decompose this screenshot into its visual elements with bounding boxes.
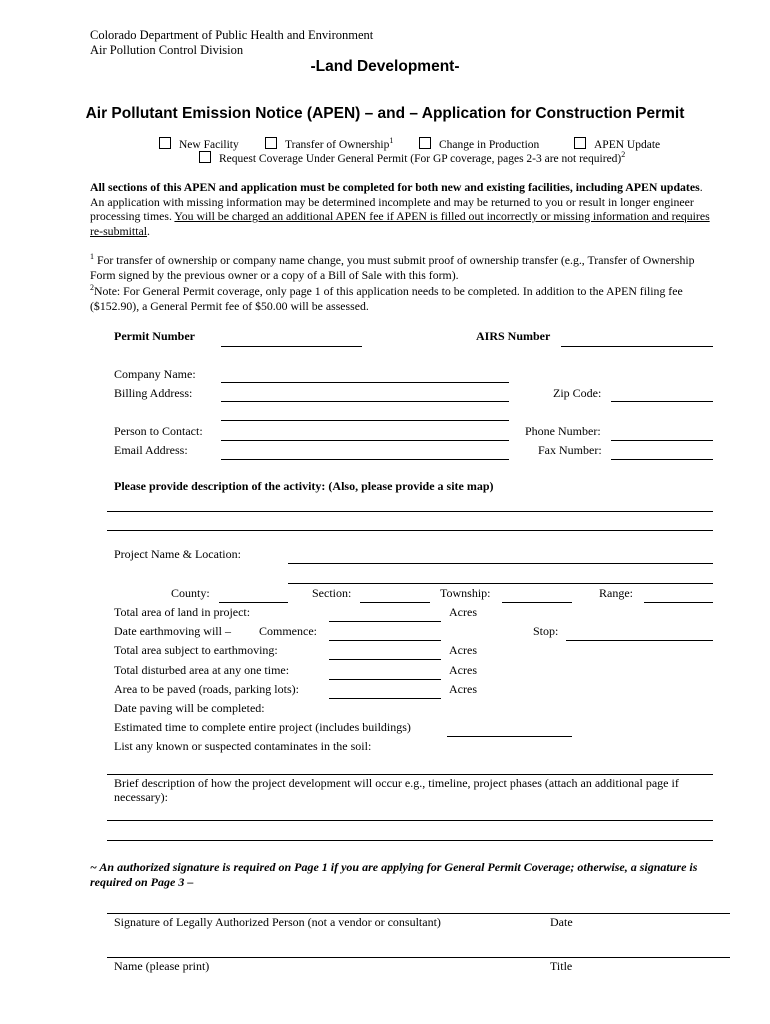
area-earthmoving-field[interactable]: [329, 659, 441, 660]
total-area-label: Total area of land in project:: [114, 605, 251, 619]
option-label: Request Coverage Under General Permit (For GP coverage, pages 2-3 are not required): [219, 153, 622, 165]
airs-number-field[interactable]: [561, 346, 713, 347]
signature-label: Signature of Legally Authorized Person (not a vendor or consultant): [114, 915, 441, 929]
instructions-bold: All sections of this APEN and application must be completed for both new and existing facilities, including APEN updates: [90, 180, 700, 194]
checkbox-icon[interactable]: [159, 137, 171, 149]
range-field[interactable]: [644, 602, 713, 603]
township-field[interactable]: [502, 602, 572, 603]
date-earthmoving-label: Date earthmoving will –: [114, 624, 231, 638]
zip-code-field[interactable]: [611, 401, 713, 402]
date-paving-label: Date paving will be completed:: [114, 701, 265, 715]
email-address-label: Email Address:: [114, 443, 188, 457]
instructions-paragraph: [90, 180, 715, 238]
title-label: Title: [550, 959, 573, 973]
acres-unit: Acres: [449, 682, 477, 696]
zip-code-label: Zip Code:: [553, 386, 602, 400]
stop-label: Stop:: [533, 624, 559, 638]
permit-number-label: Permit Number: [114, 329, 195, 343]
estimated-time-field[interactable]: [447, 736, 572, 737]
footnote-1: [90, 253, 715, 282]
signature-field[interactable]: [107, 913, 730, 914]
total-area-field[interactable]: [329, 621, 441, 622]
brief-description-label: Brief description of how the project development will occur e.g., timeline, project phases (attach an additional page if necessary):: [114, 776, 679, 804]
checkbox-icon[interactable]: [199, 151, 211, 163]
contaminants-field[interactable]: [107, 774, 713, 775]
instructions-underlined: You will be charged an additional APEN fee if APEN is filled out incorrectly or missing information and requires re-submittal: [90, 209, 710, 238]
option-label: New Facility: [179, 139, 239, 151]
form-title: Air Pollutant Emission Notice (APEN) – and – Application for Construction Permit: [85, 105, 685, 122]
project-name-location-field-2[interactable]: [288, 583, 713, 584]
footnote-ref: 1: [389, 136, 394, 146]
fax-number-label: Fax Number:: [538, 443, 602, 457]
permit-number-field[interactable]: [221, 346, 362, 347]
footnote-ref: 2: [621, 150, 626, 160]
project-name-location-field[interactable]: [288, 563, 713, 564]
activity-description-label: Please provide description of the activity: (Also, please provide a site map): [114, 479, 494, 493]
contaminants-label: List any known or suspected contaminates in the soil:: [114, 739, 372, 753]
person-contact-label: Person to Contact:: [114, 424, 203, 438]
footnote-text: Note: For General Permit coverage, only page 1 of this application needs to be completed. In addition to the APEN filing fee ($152.90), a General Permit fee of $50.00 will be assessed.: [90, 284, 683, 313]
section-field[interactable]: [360, 602, 430, 603]
paved-area-label: Area to be paved (roads, parking lots):: [114, 682, 299, 696]
fax-number-field[interactable]: [611, 459, 713, 460]
option-apen-update[interactable]: [574, 137, 660, 151]
acres-unit: Acres: [449, 643, 477, 657]
name-label: Name (please print): [114, 959, 210, 973]
billing-address-field[interactable]: [221, 401, 509, 402]
stop-field[interactable]: [566, 640, 713, 641]
company-name-field[interactable]: [221, 382, 509, 383]
brief-description-line1[interactable]: [107, 820, 713, 821]
acres-unit: Acres: [449, 605, 477, 619]
option-transfer-ownership[interactable]: [265, 137, 393, 151]
brief-description-line2[interactable]: [107, 840, 713, 841]
agency-name: Colorado Department of Public Health and Environment: [90, 28, 374, 42]
phone-number-label: Phone Number:: [525, 424, 601, 438]
township-label: Township:: [440, 586, 491, 600]
footnote-text: For transfer of ownership or company name change, you must submit proof of ownership transfer (e.g., Transfer of Ownership Form signed by the previous owner or a copy of a Bill of Sale with this form).: [90, 253, 695, 282]
email-address-field[interactable]: [221, 459, 509, 460]
estimated-time-label: Estimated time to complete entire project (includes buildings): [114, 720, 411, 734]
phone-number-field[interactable]: [611, 440, 713, 441]
checkbox-icon[interactable]: [574, 137, 586, 149]
name-field[interactable]: [107, 957, 730, 958]
range-label: Range:: [599, 586, 633, 600]
option-label: Change in Production: [439, 139, 540, 151]
commence-field[interactable]: [329, 640, 441, 641]
footnote-2: [90, 284, 715, 313]
option-label: Transfer of Ownership: [285, 139, 390, 151]
activity-description-line1[interactable]: [107, 511, 713, 512]
option-general-permit[interactable]: [199, 151, 625, 165]
billing-address-line2-field[interactable]: [221, 420, 509, 421]
acres-unit: Acres: [449, 663, 477, 677]
option-new-facility[interactable]: [159, 137, 239, 151]
county-label: County:: [171, 586, 210, 600]
disturbed-area-label: Total disturbed area at any one time:: [114, 663, 290, 677]
instructions-end: .: [147, 223, 150, 238]
company-name-label: Company Name:: [114, 367, 196, 381]
division-name: Air Pollution Control Division: [90, 43, 244, 57]
footnote-number: 1: [90, 252, 94, 262]
airs-number-label: AIRS Number: [476, 329, 551, 343]
area-earthmoving-label: Total area subject to earthmoving:: [114, 643, 278, 657]
instructions-text: . An application with missing information may be determined incomplete and may be returned to you or result in longer engineer processing times.: [90, 180, 703, 223]
commence-label: Commence:: [259, 624, 317, 638]
option-change-production[interactable]: [419, 137, 539, 151]
project-name-location-label: Project Name & Location:: [114, 547, 241, 561]
form-subtitle: -Land Development-: [310, 58, 460, 75]
date-label: Date: [550, 915, 573, 929]
option-label: APEN Update: [594, 139, 661, 151]
checkbox-icon[interactable]: [419, 137, 431, 149]
billing-address-label: Billing Address:: [114, 386, 193, 400]
disturbed-area-field[interactable]: [329, 679, 441, 680]
footnote-number: 2: [90, 283, 94, 293]
county-field[interactable]: [219, 602, 288, 603]
signature-notice: ~ An authorized signature is required on Page 1 if you are applying for General Permit Coverage; otherwise, a signature is required on Page 3 –: [90, 860, 698, 889]
activity-description-line2[interactable]: [107, 530, 713, 531]
paved-area-field[interactable]: [329, 698, 441, 699]
person-contact-field[interactable]: [221, 440, 509, 441]
checkbox-icon[interactable]: [265, 137, 277, 149]
section-label: Section:: [312, 586, 352, 600]
